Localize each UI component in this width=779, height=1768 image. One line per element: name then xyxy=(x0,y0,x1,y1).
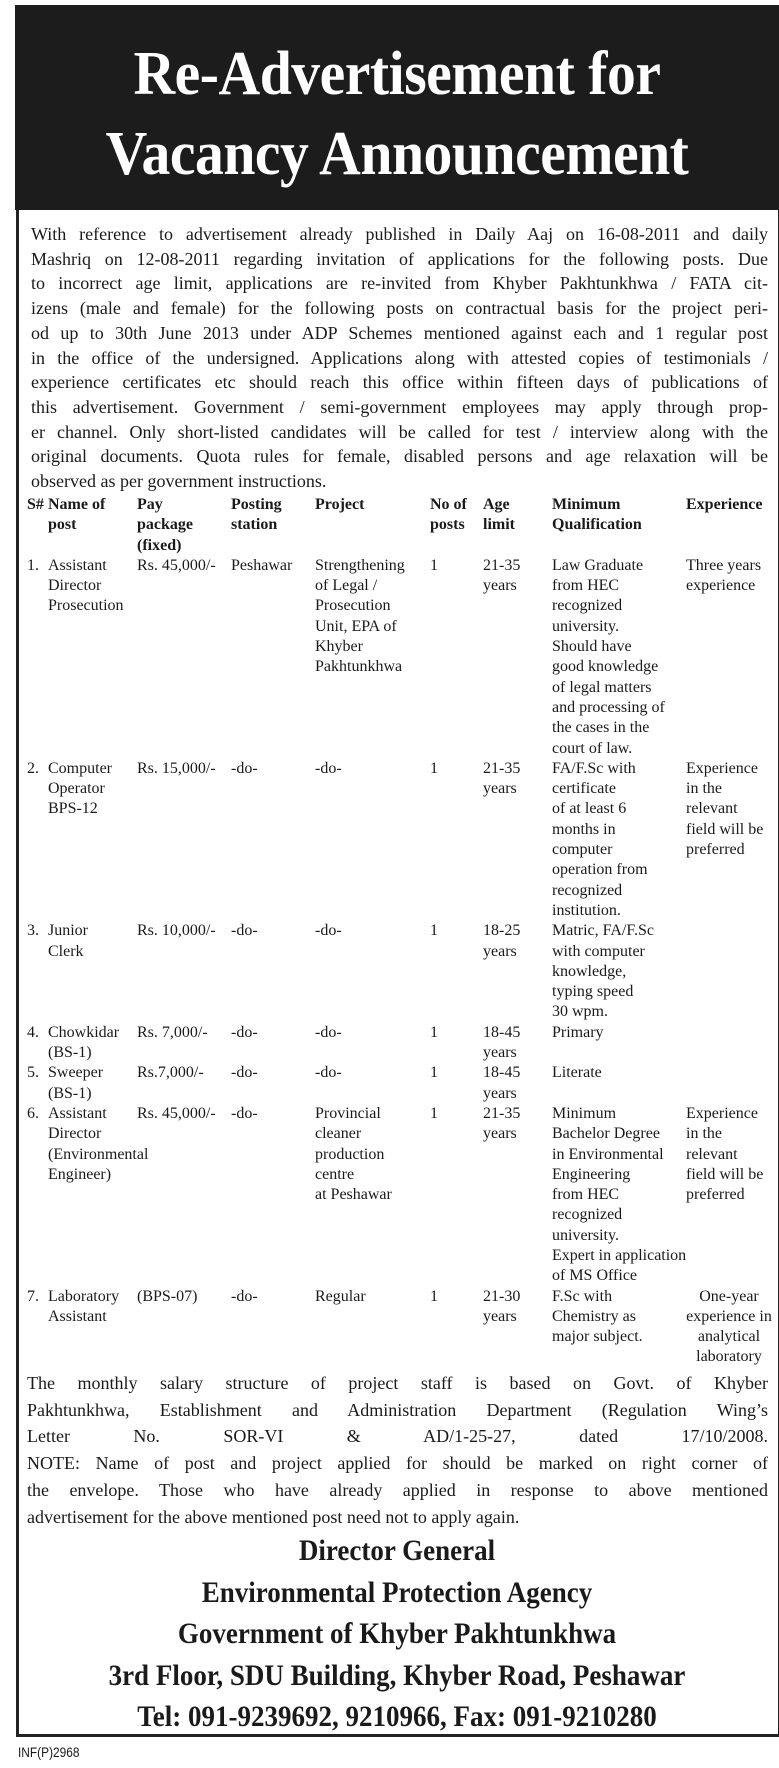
cell-line: court of law. xyxy=(552,739,633,757)
table-row xyxy=(27,921,772,1022)
cell-line: Minimum xyxy=(552,1104,617,1122)
cell-experience xyxy=(686,1287,772,1368)
cell-line: cleaner xyxy=(315,1125,362,1143)
header-post-name xyxy=(48,495,137,556)
cell-line: Operator xyxy=(48,780,105,798)
cell-line: years xyxy=(483,577,517,595)
header-line: limit xyxy=(483,516,515,534)
cell-project xyxy=(315,759,430,921)
cell-line: 21-30 xyxy=(483,1287,521,1305)
cell-line: Rs. 7,000/- xyxy=(137,1023,208,1041)
cell-line: from HEC xyxy=(552,1186,620,1204)
cell-posting-station xyxy=(231,921,315,1022)
cell-serial xyxy=(27,759,48,921)
cell-posting-station xyxy=(231,759,315,921)
cell-pay-package xyxy=(137,556,231,759)
cell-line: of at least 6 xyxy=(552,800,627,818)
cell-line: typing speed xyxy=(552,983,634,1001)
cell-line: institution. xyxy=(552,901,621,919)
signoff-block xyxy=(19,1530,775,1738)
cell-line: with computer xyxy=(552,942,645,960)
cell-line: Rs. 45,000/- xyxy=(137,1104,216,1122)
cell-line: Computer xyxy=(48,759,112,777)
header-line: Minimum xyxy=(552,496,621,513)
cell-line: in Environmental xyxy=(552,1145,664,1163)
cell-posting-station xyxy=(231,1287,315,1368)
cell-line: 18-45 xyxy=(483,1023,521,1041)
cell-line: F.Sc with xyxy=(552,1287,613,1305)
text-line: Pakhtunkhwa, Establishment and Administration Department (Regulation Wing’s xyxy=(27,1399,768,1420)
cell-line: computer xyxy=(552,841,613,859)
cell-line: Rs. 15,000/- xyxy=(137,759,216,777)
cell-line: 1 xyxy=(430,759,438,777)
signoff-address: 3rd Floor, SDU Building, Khyber Road, Peshawar xyxy=(108,1658,686,1692)
cell-project xyxy=(315,556,430,759)
cell-project xyxy=(315,1287,430,1368)
cell-serial xyxy=(27,921,48,1022)
header-posting-station xyxy=(231,495,315,556)
cell-line: certificate xyxy=(552,780,616,798)
cell-line: 6. xyxy=(27,1104,39,1122)
cell-line: Peshawar xyxy=(231,556,293,574)
cell-experience xyxy=(686,1023,772,1064)
cell-line: Primary xyxy=(552,1023,604,1041)
table-row xyxy=(27,759,772,921)
cell-line: relevant xyxy=(686,1145,738,1163)
cell-line: -do- xyxy=(315,922,342,940)
header-line: No of xyxy=(430,496,467,513)
table-row xyxy=(27,1023,772,1064)
cell-serial xyxy=(27,556,48,759)
table-row xyxy=(27,556,772,759)
signoff-agency: Environmental Protection Agency xyxy=(201,1575,593,1609)
cell-line: Sweeper xyxy=(48,1064,104,1082)
text-line: Mashriq on 12-08-2011 regarding invitation of applications for the following posts. Due xyxy=(31,248,768,269)
cell-line: Matric, FA/F.Sc xyxy=(552,922,654,940)
cell-qualification xyxy=(552,556,686,759)
cell-post-name xyxy=(48,921,137,1022)
cell-line: 3. xyxy=(27,922,39,940)
cell-age-limit xyxy=(483,759,552,921)
title-line-1: Re-Advertisement for xyxy=(133,40,661,108)
cell-line: -do- xyxy=(231,1023,258,1041)
cell-line: in the xyxy=(686,1125,722,1143)
header-serial xyxy=(27,495,48,556)
header-line: Project xyxy=(315,496,365,513)
cell-post-name xyxy=(48,759,137,921)
cell-line: from HEC xyxy=(552,577,620,595)
cell-age-limit xyxy=(483,1104,552,1287)
header-line: (fixed) xyxy=(137,536,182,554)
cell-line: Chemistry as xyxy=(552,1307,636,1325)
cell-line: Assistant xyxy=(48,1307,107,1325)
cell-pay-package xyxy=(137,1023,231,1064)
table-row xyxy=(27,1063,772,1104)
text-line: in the office of the undersigned. Applications along with attested copies of testimonials / xyxy=(31,347,768,368)
cell-no-of-posts xyxy=(430,921,483,1022)
cell-line: Prosecution xyxy=(48,597,124,615)
cell-line: field will be xyxy=(686,820,764,838)
table-row xyxy=(27,1104,772,1287)
text-line: Letter No. SOR-VI & AD/1-25-27, dated 17/10/2008. xyxy=(27,1426,768,1447)
cell-post-name xyxy=(48,1023,137,1064)
text-line: The monthly salary structure of project staff is based on Govt. of Khyber xyxy=(27,1373,768,1393)
cell-line: months in xyxy=(552,820,616,838)
text-line: this advertisement. Government / semi-government employees may apply through prop- xyxy=(31,396,768,417)
cell-qualification xyxy=(552,1287,686,1368)
cell-pay-package xyxy=(137,921,231,1022)
reference-code: INF(P)2968 xyxy=(18,1744,80,1760)
cell-posting-station xyxy=(231,1104,315,1287)
cell-line: 5. xyxy=(27,1064,39,1082)
cell-experience xyxy=(686,1063,772,1104)
signoff-contact: Tel: 091-9239692, 9210966, Fax: 091-9210280 xyxy=(137,1700,657,1733)
cell-line: Strengthening xyxy=(315,556,405,574)
cell-line: recognized xyxy=(552,881,623,899)
cell-line: Experience xyxy=(686,1104,758,1122)
header-project xyxy=(315,495,430,556)
cell-line: 1 xyxy=(430,1104,438,1122)
cell-pay-package xyxy=(137,1287,231,1368)
cell-line: -do- xyxy=(315,1023,342,1041)
cell-line: Provincial xyxy=(315,1104,381,1122)
cell-posting-station xyxy=(231,1063,315,1104)
header-line: Age xyxy=(483,496,510,513)
cell-line: knowledge, xyxy=(552,962,627,980)
text-line: advertisement for the above mentioned post need not to apply again. xyxy=(27,1506,520,1527)
text-line: izens (male and female) for the following posts on contractual basis for the project peri- xyxy=(31,298,768,319)
cell-pay-package xyxy=(137,759,231,921)
cell-line: Prosecution xyxy=(315,597,391,615)
cell-line: Laboratory xyxy=(48,1287,120,1305)
cell-line: university. xyxy=(552,617,619,635)
cell-line: experience in xyxy=(686,1307,772,1325)
cell-qualification xyxy=(552,1104,686,1287)
text-line: NOTE: Name of post and project applied for should be marked on right corner of xyxy=(27,1453,768,1474)
cell-line: -do- xyxy=(231,1287,258,1305)
cell-line: Regular xyxy=(315,1287,366,1305)
cell-line: Experience xyxy=(686,759,758,777)
signoff-designation: Director General xyxy=(298,1534,496,1567)
cell-line: 18-45 xyxy=(483,1064,521,1082)
cell-no-of-posts xyxy=(430,1287,483,1368)
cell-line: of MS Office xyxy=(552,1267,638,1285)
cell-age-limit xyxy=(483,1063,552,1104)
cell-line: at Peshawar xyxy=(315,1186,392,1204)
cell-line: Chowkidar xyxy=(48,1023,120,1041)
cell-line: (BPS-07) xyxy=(137,1287,198,1305)
cell-line: Pakhtunkhwa xyxy=(315,658,403,676)
cell-line: in the xyxy=(686,780,722,798)
cell-line: 1 xyxy=(430,1023,438,1041)
header-pay-package xyxy=(137,495,231,556)
cell-qualification xyxy=(552,921,686,1022)
cell-line: of Legal / xyxy=(315,577,378,595)
header-line: post xyxy=(48,516,77,534)
cell-line: Rs. 45,000/- xyxy=(137,556,216,574)
cell-line: Clerk xyxy=(48,942,84,960)
header-age-limit xyxy=(483,495,552,556)
cell-line: Engineering xyxy=(552,1165,631,1183)
cell-line: One-year xyxy=(699,1287,759,1305)
cell-line: 2. xyxy=(27,759,39,777)
cell-line: relevant xyxy=(686,800,738,818)
table-header-row xyxy=(27,495,772,556)
cell-line: Should have xyxy=(552,638,632,656)
cell-line: Unit, EPA of xyxy=(315,617,397,635)
header-qualification xyxy=(552,495,686,556)
cell-line: experience xyxy=(686,577,756,595)
cell-line: years xyxy=(483,1125,517,1143)
header-no-of-posts xyxy=(430,495,483,556)
cell-line: Three years xyxy=(686,556,762,574)
cell-line: Assistant xyxy=(48,1104,107,1122)
text-line: the envelope. Those who have already applied in response to above mentioned xyxy=(27,1479,768,1500)
cell-qualification xyxy=(552,1023,686,1064)
cell-post-name xyxy=(48,1287,137,1368)
intro-paragraph xyxy=(31,222,768,494)
header-line: package xyxy=(137,516,193,534)
cell-pay-package xyxy=(137,1063,231,1104)
text-line: original documents. Quota rules for female, disabled persons and age relaxation will be xyxy=(31,446,768,467)
title-banner xyxy=(15,5,779,210)
text-line: od up to 30th June 2013 under ADP Schemes mentioned against each and 1 regular post xyxy=(31,322,768,343)
header-line: Posting xyxy=(231,496,282,513)
cell-age-limit xyxy=(483,921,552,1022)
cell-line: operation from xyxy=(552,861,648,879)
cell-project xyxy=(315,921,430,1022)
cell-line: centre xyxy=(315,1165,355,1183)
cell-no-of-posts xyxy=(430,1063,483,1104)
cell-line: and processing of xyxy=(552,698,665,716)
cell-line: Director xyxy=(48,577,102,595)
header-line: posts xyxy=(430,516,465,534)
cell-line: Expert in application xyxy=(552,1246,687,1264)
cell-line: (Environmental xyxy=(48,1145,149,1163)
cell-serial xyxy=(27,1287,48,1368)
header-line: Experience xyxy=(686,496,763,513)
cell-no-of-posts xyxy=(430,1023,483,1064)
cell-line: Director xyxy=(48,1125,102,1143)
cell-line: -do- xyxy=(231,759,258,777)
text-line: er channel. Only short-listed candidates will be called for test / interview along with the xyxy=(31,421,768,442)
cell-experience xyxy=(686,759,772,921)
table-row xyxy=(27,1287,772,1368)
cell-line: Rs. 10,000/- xyxy=(137,922,216,940)
cell-line: major subject. xyxy=(552,1328,643,1346)
cell-experience xyxy=(686,556,772,759)
cell-line: Khyber xyxy=(315,638,363,656)
header-line: station xyxy=(231,516,278,534)
cell-line: good knowledge xyxy=(552,658,659,676)
cell-line: years xyxy=(483,780,517,798)
cell-age-limit xyxy=(483,1287,552,1368)
cell-project xyxy=(315,1104,430,1287)
cell-pay-package xyxy=(137,1104,231,1287)
cell-qualification xyxy=(552,759,686,921)
cell-project xyxy=(315,1023,430,1064)
text-line: With reference to advertisement already published in Daily Aaj on 16-08-2011 and daily xyxy=(31,224,768,244)
notes-paragraph xyxy=(27,1370,768,1530)
cell-line: analytical xyxy=(697,1328,761,1346)
cell-post-name xyxy=(48,1104,149,1287)
cell-line: -do- xyxy=(315,1064,342,1082)
header-line: Pay xyxy=(137,496,163,513)
cell-line: Assistant xyxy=(48,556,107,574)
cell-line: -do- xyxy=(231,1104,258,1122)
cell-line: -do- xyxy=(315,759,342,777)
cell-line: years xyxy=(483,1307,517,1325)
cell-serial xyxy=(27,1104,48,1287)
cell-line: BPS-12 xyxy=(48,800,98,818)
header-line: Qualification xyxy=(552,516,642,534)
cell-line: field will be xyxy=(686,1165,764,1183)
cell-line: FA/F.Sc with xyxy=(552,759,636,777)
cell-serial xyxy=(27,1023,48,1064)
cell-age-limit xyxy=(483,556,552,759)
cell-line: of legal matters xyxy=(552,678,652,696)
cell-line: Rs.7,000/- xyxy=(137,1064,204,1082)
cell-line: preferred xyxy=(686,1186,745,1204)
cell-line: preferred xyxy=(686,841,745,859)
cell-experience xyxy=(686,1104,772,1287)
cell-experience xyxy=(686,921,772,1022)
title-line-2: Vacancy Announcement xyxy=(105,120,689,188)
cell-line: 1 xyxy=(430,922,438,940)
cell-posting-station xyxy=(231,556,315,759)
cell-line: 1 xyxy=(430,1064,438,1082)
cell-line: 21-35 xyxy=(483,1104,521,1122)
cell-line: (BS-1) xyxy=(48,1084,92,1102)
vacancy-table xyxy=(27,495,772,1368)
cell-line: 1 xyxy=(430,1287,438,1305)
cell-line: years xyxy=(483,1084,517,1102)
cell-line: laboratory xyxy=(696,1348,762,1366)
cell-line: -do- xyxy=(231,1064,258,1082)
cell-line: 30 wpm. xyxy=(552,1003,608,1021)
header-experience xyxy=(686,495,772,556)
text-line: observed as per government instructions. xyxy=(31,471,327,492)
cell-line: 7. xyxy=(27,1287,39,1305)
cell-line: years xyxy=(483,1044,517,1062)
cell-qualification xyxy=(552,1063,686,1104)
cell-line: 1 xyxy=(430,556,438,574)
cell-line: (BS-1) xyxy=(48,1044,92,1062)
cell-line: 1. xyxy=(27,556,39,574)
cell-line: Junior xyxy=(48,922,88,940)
cell-line: 18-25 xyxy=(483,922,521,940)
cell-line: years xyxy=(483,942,517,960)
cell-no-of-posts xyxy=(430,556,483,759)
cell-line: Law Graduate xyxy=(552,556,644,574)
cell-line: -do- xyxy=(231,922,258,940)
cell-line: production xyxy=(315,1145,385,1163)
cell-line: 21-35 xyxy=(483,556,521,574)
cell-line: 21-35 xyxy=(483,759,521,777)
cell-age-limit xyxy=(483,1023,552,1064)
cell-line: Literate xyxy=(552,1064,602,1082)
cell-line: Engineer) xyxy=(48,1165,112,1183)
cell-line: university. xyxy=(552,1226,619,1244)
cell-posting-station xyxy=(231,1023,315,1064)
text-line: experience certificates etc should reach this office within fifteen days of publications of xyxy=(31,372,768,393)
cell-line: Bachelor Degree xyxy=(552,1125,660,1143)
text-line: to incorrect age limit, applications are re-invited from Khyber Pakhtunkhwa / FATA cit- xyxy=(31,273,768,294)
cell-no-of-posts xyxy=(430,759,483,921)
cell-line: 4. xyxy=(27,1023,39,1041)
header-line: Name of xyxy=(48,496,106,513)
cell-line: recognized xyxy=(552,597,623,615)
cell-no-of-posts xyxy=(430,1104,483,1287)
cell-post-name xyxy=(48,556,137,759)
cell-project xyxy=(315,1063,430,1104)
cell-line: the cases in the xyxy=(552,719,650,737)
cell-serial xyxy=(27,1063,48,1104)
signoff-government: Government of Khyber Pakhtunkhwa xyxy=(177,1617,617,1650)
cell-line: recognized xyxy=(552,1206,623,1224)
cell-post-name xyxy=(48,1063,137,1104)
header-line: S# xyxy=(27,496,44,513)
